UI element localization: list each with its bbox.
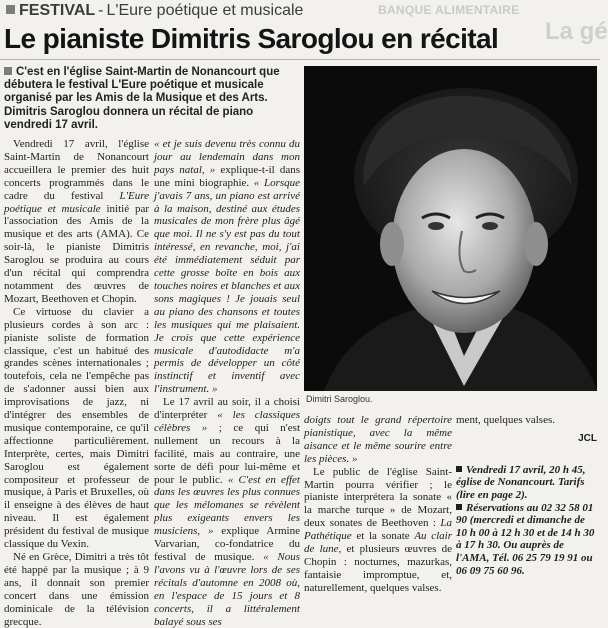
paragraph-text: explique Armine Varvarian, co-fondatrice du festival de musique. [154, 525, 300, 563]
section-label: FESTIVAL [19, 2, 96, 19]
bleed-through-headline-2: La gé [545, 18, 608, 45]
paragraph [154, 138, 300, 396]
paragraph: Né en Grèce, Dimitri a très tôt été happé par la musique ; à 9 ans, il donnait son premier concert dans une émission dominicale de la télévision grecque. [4, 551, 149, 628]
quote: « Lorsque j'avais 7 ans, un piano est arrivé à la maison, destiné aux études musicales de mon frère plus âgé que moi. Il ne s'y est pas du tout intéressé, en revanche, moi, j'ai été immédiatement séduit par cette grosse boîte en bois aux touches noires et blanches et aux sons magiques ! Je jouais seul au piano des chansons et toutes les musiques qui me plaisaient. Je crois que cette expérience musicale d'autodidacte m'a permis de développer un côté instinctif et inventif avec l'instrument. » [154, 176, 301, 396]
quote: « C'est en effet dans les œuvres les plus connues que les mélomanes se révèlent plus exigeants envers les musiciens, » [154, 473, 300, 538]
lead-bullet-icon [4, 67, 12, 75]
section-kicker [6, 1, 303, 21]
work-title: La Pathétique [304, 517, 452, 543]
kicker-separator: - [98, 2, 104, 19]
article-lead [4, 66, 300, 132]
article-column-4 [456, 414, 597, 582]
paragraph [154, 396, 300, 628]
article-column-3 [304, 414, 452, 594]
paragraph [304, 466, 452, 595]
info-bullet-icon [456, 504, 462, 510]
booking-details: Réservations au 02 32 58 01 90 (mercredi et dimanche de 10 h 00 à 12 h 30 et de 14 h 30 à 17 h 30. Ou auprès de l'AMA, Tél. 06 25 79 19 91 ou 06 09 75 60 96. [456, 501, 595, 577]
bullet-square-icon [6, 5, 15, 14]
paragraph: Ce virtuose du clavier a plusieurs cordes à son arc : pianiste soliste de formation classique, c'est un habitué des grandes scènes internationales ; toutefois, cela ne l'empêche pas de s'adonner aussi bien aux improvisations de jazz, ni d'intégrer des ensembles de musique contemporaine, ce qu'il affectionne particulièrement. Interprète, certes, mais Dimitri Saroglou est également compositeur et professeur de musique, à Paris et Bruxelles, où il enseigne à des élèves de haut niveau. Il est également président du festival de musique classique du Vexin. [4, 305, 149, 551]
event-info [456, 464, 597, 502]
pianist-portrait-photo [304, 66, 597, 391]
paragraph-text: , et plusieurs œuvres de Chopin : nocturnes, mazurkas, fantaisie impromptue, et, naturellement, quelques valses. [304, 543, 452, 594]
info-bullet-icon [456, 466, 462, 472]
booking-info [456, 502, 597, 578]
quote: « les classiques célèbres » [154, 409, 300, 434]
header-divider [0, 59, 600, 60]
paragraph-text: initié par l'association des Amis de la musique et des arts (AMA). Ce soir-là, le pianiste Dimitris Saroglou se produira au cours d'un récital qui comprendra notamment des œuvres de Mozart, Beethoven et Chopin. [4, 202, 150, 305]
author-signature: JCL [578, 432, 597, 444]
article-column-2 [154, 138, 301, 628]
paragraph: ment, quelques valses. [456, 414, 555, 426]
paragraph-text: et la sonate [351, 530, 415, 543]
lead-text: C'est en l'église Saint-Martin de Nonancourt que débutera le festival L'Eure poétique et musicale organisé par les Amis de la Musique et des Arts. Dimitris Saroglou donnera un récital de piano vendredi 17 avril. [4, 66, 280, 131]
quote: « et je suis devenu très connu du jour au lendemain dans mon pays natal, » [154, 138, 300, 176]
photo-caption: Dimitri Saroglou. [306, 394, 373, 404]
paragraph-text: Vendredi 17 avril, l'église Saint-Martin de Nonancourt accueillera le premier des huit concerts programmés dans le cadre du festival [4, 138, 149, 202]
article-headline: Le pianiste Dimitris Saroglou en récital [4, 23, 499, 54]
work-title: Au clair de lune [304, 530, 452, 556]
event-details: Vendredi 17 avril, 20 h 45, église de Nonancourt. Tarifs (lire en page 2). [456, 463, 586, 501]
portrait-illustration [304, 66, 597, 391]
paragraph-text: ; ce qui n'est nullement un recours à la facilité, mais au contraire, une sorte de défi pour lui-même et pour le public. [154, 421, 300, 486]
quote: « Nous l'avons vu à l'œuvre lors de ses récitals d'automne en 2008 où, en l'espace de 15 jours et 8 concerts, il a littéralement balayé sous ses [154, 551, 300, 628]
article-column-1 [4, 138, 150, 628]
paragraph [4, 138, 149, 306]
section-topic: L'Eure poétique et musicale [106, 2, 304, 19]
paragraph-text: explique-t-il dans une mini biographie. [154, 163, 300, 189]
practical-info [456, 464, 597, 577]
quote: doigts tout le grand répertoire pianistique, avec la même aisance et le même sourire entre les pièces. » [304, 414, 452, 465]
paragraph-text: Le public de l'église Saint-Martin pourra vérifier ; le pianiste interprétera la sonate « la marche turque » de Mozart, deux sonates de Beethoven : [304, 465, 452, 530]
festival-name: L'Eure poétique et musicale [4, 189, 149, 215]
bleed-through-headline: BANQUE ALIMENTAIRE [378, 3, 520, 17]
paragraph-text: Le 17 avril au soir, il a choisi d'interpréter [154, 396, 300, 422]
